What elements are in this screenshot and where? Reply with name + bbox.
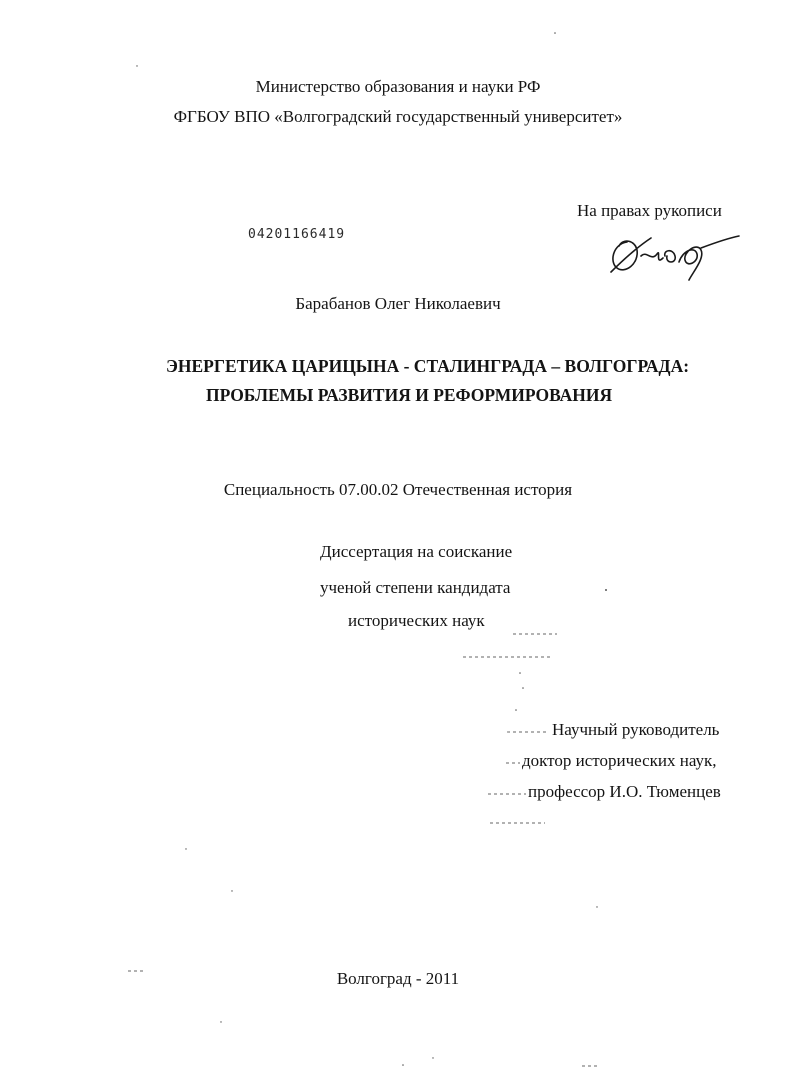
supervisor-name: профессор И.О. Тюменцев: [528, 782, 721, 801]
title-line-2: ПРОБЛЕМЫ РАЗВИТИЯ И РЕФОРМИРОВАНИЯ: [206, 385, 613, 405]
university-line: ФГБОУ ВПО «Волгоградский государственный университет»: [173, 107, 623, 126]
degree-line-2: ученой степени кандидата: [320, 578, 511, 597]
title-line-1: ЭНЕРГЕТИКА ЦАРИЦЫНА - СТАЛИНГРАДА – ВОЛГОГРАДА:: [166, 356, 690, 376]
handwritten-signature-icon: [605, 228, 745, 286]
specialty-line: Специальность 07.00.02 Отечественная история: [223, 480, 573, 499]
degree-line-3: исторических наук: [348, 611, 485, 630]
supervisor-degree: доктор исторических наук,: [522, 751, 717, 770]
supervisor-role: Научный руководитель: [552, 720, 720, 739]
city-year: Волгоград - 2011: [336, 969, 460, 988]
rights-note: На правах рукописи: [577, 201, 722, 220]
stamp-number: 04201166419: [248, 227, 346, 242]
ministry-line: Министерство образования и науки РФ: [255, 77, 541, 96]
degree-line-1: Диссертация на соискание: [320, 542, 513, 561]
author-name: Барабанов Олег Николаевич: [295, 294, 501, 313]
